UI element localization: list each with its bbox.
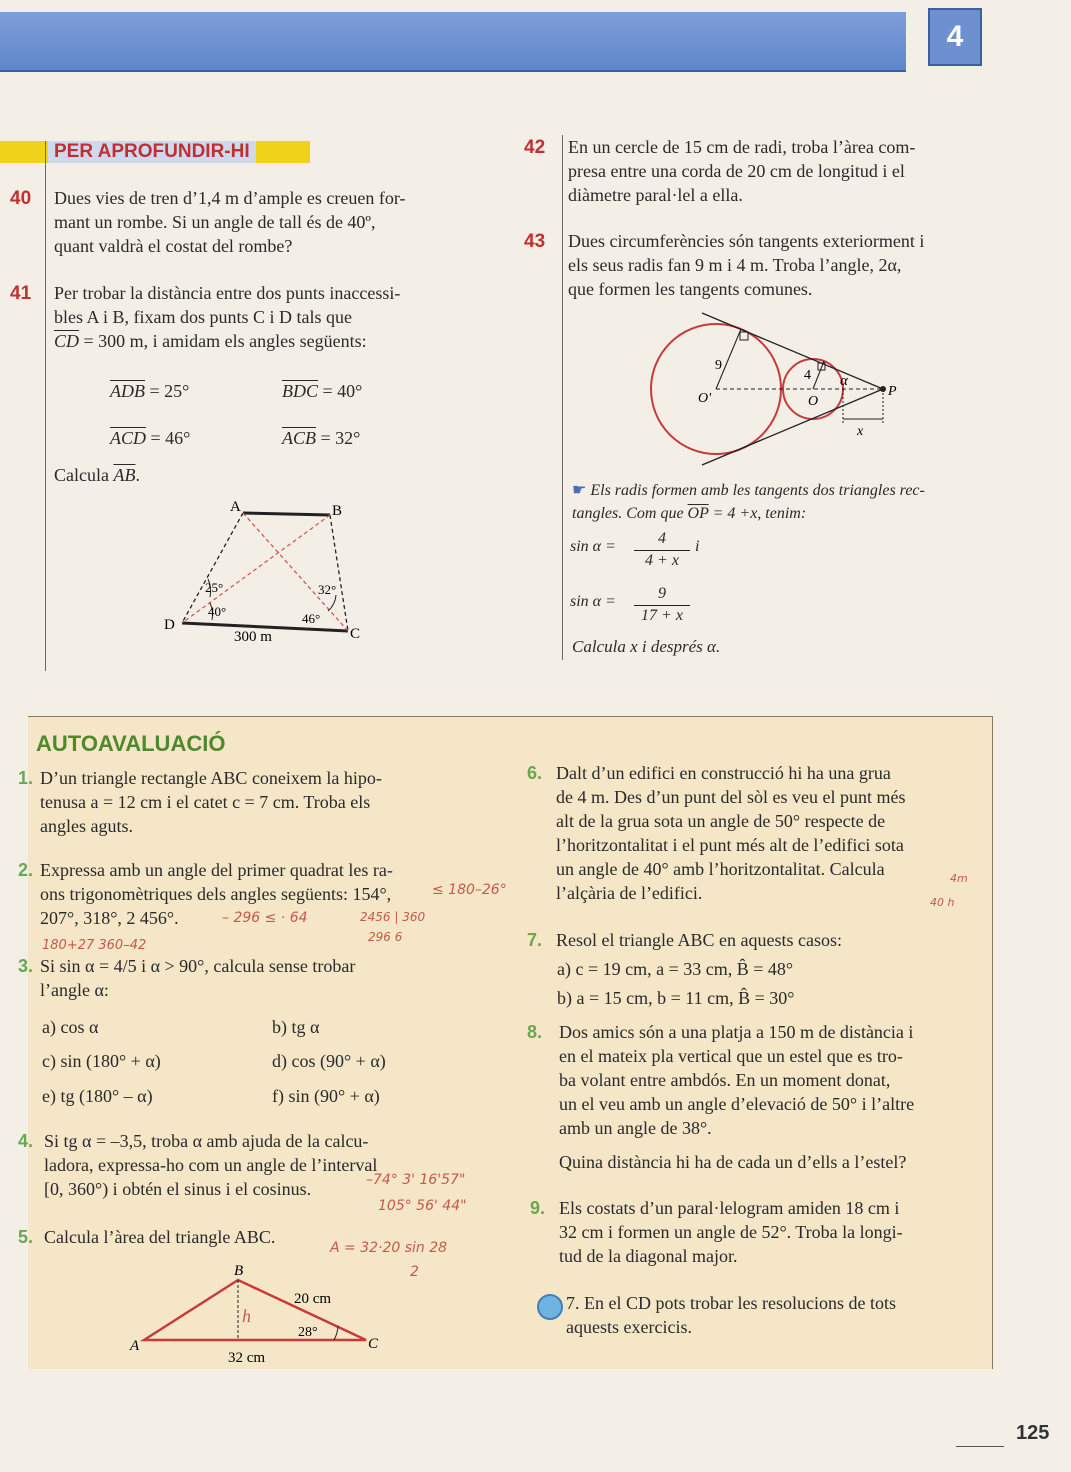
q3-number: 3. (18, 956, 34, 976)
q7-a: a) c = 19 cm, a = 33 cm, B̂ = 48° (557, 959, 794, 979)
q9-text: Els costats d’un paral·lelogram amiden 18 cm i 32 cm i formen un angle de 52°. Troba la longi- tud de la diagonal major. (559, 1198, 903, 1266)
exercise-43-text: Dues circumferències són tangents exteriorment i els seus radis fan 9 m i 4 m. Troba l’angle, 2α, que formen les tangents comunes. (568, 231, 925, 299)
label-alpha: α (840, 373, 848, 389)
q5-number: 5. (18, 1227, 34, 1247)
header-band (0, 12, 906, 72)
left-column-rule (45, 141, 46, 671)
angle-ACD: $\overline{ACD} = 46^\circ$ (110, 428, 191, 448)
angle-ACB: $\overline{ACB} = 32^\circ$ (282, 428, 361, 448)
triangle-figure (120, 1258, 400, 1368)
section-heading (0, 141, 310, 163)
pointer-hand-icon: ☛ (572, 482, 587, 499)
q3-d: d) cos (90° + α) (272, 1051, 386, 1071)
q9-number: 9. (530, 1198, 546, 1218)
q2-number: 2. (18, 860, 34, 880)
label-x: x (857, 424, 864, 439)
q3-a: a) cos α (42, 1017, 99, 1037)
point-A: A (230, 499, 241, 515)
handwriting-1: ≤ 180–26° (432, 882, 507, 898)
q4-number: 4. (18, 1131, 34, 1151)
handwriting-7: 105° 56' 44" (378, 1198, 467, 1214)
point-P: P (888, 384, 897, 399)
label-40: 40° (208, 604, 227, 619)
q3-f: f) sin (90° + α) (272, 1086, 380, 1106)
tangent-circles-figure (640, 305, 920, 470)
section-title: PER APROFUNDIR-HI (48, 141, 256, 163)
self-assessment-title: AUTOAVALUACIÓ (36, 731, 226, 756)
exercise-41-question: Calcula $\overline{AB}$. (54, 465, 140, 485)
point-B: B (332, 503, 343, 519)
q2-text: Expressa amb un angle del primer quadrat les ra- ons trigonomètriques dels angles següents: 154°, 207°, 318°, 2 456°. (40, 860, 393, 928)
cd-icon (537, 1294, 563, 1320)
q1-text: D’un triangle rectangle ABC coneixem la hipo- tenusa a = 12 cm i el catet c = 7 cm. Troba els angles aguts. (40, 768, 382, 836)
q8-number: 8. (527, 1022, 543, 1042)
point-D: D (164, 617, 175, 633)
radius-4: 4 (804, 368, 811, 383)
radius-9: 9 (715, 358, 722, 373)
q7-b: b) a = 15 cm, b = 11 cm, B̂ = 30° (557, 988, 795, 1008)
label-32: 32° (318, 582, 337, 597)
q3-e: e) tg (180° – α) (42, 1086, 153, 1106)
label-32cm: 32 cm (228, 1350, 266, 1366)
exercise-43-question: Calcula x i després α. (572, 637, 721, 656)
cd-note: 7. En el CD pots trobar les resolucions de tots aquests exercicis. (566, 1293, 896, 1337)
page-corner-rule (956, 1446, 1004, 1447)
exercise-43-number: 43 (524, 231, 546, 252)
center-O: O (808, 394, 819, 409)
exercise-42-number: 42 (524, 137, 546, 158)
right-column-rule (562, 135, 563, 660)
exercise-40-text: Dues vies de tren d’1,4 m d’ample es creuen for- mant un rombe. Si un angle de tall és de 40º, quant valdrà el costat del rombe? (54, 188, 406, 256)
label-300m: 300 m (234, 629, 272, 645)
quadrilateral-figure (150, 495, 390, 655)
exercise-43-hint: ☛ Els radis formen amb les tangents dos triangles rec- tangles. Com que $\overline{OP} = 4 +x$, tenim: (572, 482, 925, 522)
handwriting-2: – 296 ≤ · 64 (222, 910, 308, 926)
label-46: 46° (302, 611, 321, 626)
exercise-40-number: 40 (10, 188, 32, 209)
q7-number: 7. (527, 930, 543, 950)
exercise-41-number: 41 (10, 283, 32, 304)
q3-b: b) tg α (272, 1017, 320, 1037)
q3-text: Si sin α = 4/5 i α > 90°, calcula sense trobar l’angle α: (40, 956, 356, 1000)
tri-point-C: C (368, 1336, 379, 1352)
q1-number: 1. (18, 768, 34, 788)
tri-point-A: A (130, 1338, 140, 1354)
handwriting-11: 40 h (930, 896, 955, 909)
angle-ADB: $\overline{ADB} = 25^\circ$ (110, 381, 190, 401)
q4-text: Si tg α = –3,5, troba α amb ajuda de la calcu- ladora, expressa-ho com un angle de l’interval [0, 360°) i obtén el sinus i el cosinus. (44, 1131, 378, 1199)
center-O-prime: O' (698, 391, 712, 406)
label-20cm: 20 cm (294, 1291, 332, 1307)
handwriting-9: 2 (410, 1264, 419, 1280)
q8-text: Dos amics són a una platja a 150 m de distància i en el mateix pla vertical que un estel que es tro- ba volant entre ambdós. En un moment donat, un el veu amb un angle d’elevació de 50° i l’altre amb un angle de 38°. Quina distància hi ha de cada un d’ells a l’estel? (559, 1022, 915, 1172)
q3-c: c) sin (180° + α) (42, 1051, 161, 1071)
handwriting-8: A = 32·20 sin 28 (330, 1240, 448, 1256)
point-C: C (350, 626, 361, 642)
handwriting-6: –74° 3' 16'57" (366, 1172, 466, 1188)
handwriting-3: 2456 | 360 (360, 910, 426, 924)
handwriting-4: 296 6 (368, 930, 403, 944)
q6-text: Dalt d’un edifici en construcció hi ha una grua de 4 m. Des d’un punt del sòl es veu el punt més alt de la grua sota un angle de 50° respecte de l’horitzontalitat i el punt més alt de l’edifici sota un angle de 40° amb l’horitzontalitat. Calcula l’alçària de l’edifici. (556, 763, 906, 903)
handwriting-5: 180+27 360–42 (42, 938, 147, 953)
exercise-42-text: En un cercle de 15 cm de radi, troba l’àrea com- presa entre una corda de 20 cm de longitud i el diàmetre paral·lel a ella. (568, 137, 916, 205)
q7-text: Resol el triangle ABC en aquests casos: (556, 930, 842, 950)
q6-number: 6. (527, 763, 543, 783)
label-28: 28° (298, 1325, 318, 1340)
exercise-41-text: Per trobar la distància entre dos punts inaccessi- bles A i B, fixam dos punts C i D tals que $\overline{CD} = 300$ m, i amidam els angles següents: (54, 283, 401, 351)
page-number: 125 (1016, 1422, 1050, 1444)
angle-BDC: $\overline{BDC} = 40^\circ$ (282, 381, 363, 401)
handwriting-10: 4m (950, 872, 968, 885)
chapter-number: 4 (928, 8, 982, 66)
tri-point-B: B (234, 1263, 244, 1279)
q5-text: Calcula l’àrea del triangle ABC. (44, 1227, 276, 1247)
label-25: 25° (205, 580, 224, 595)
handwritten-h: h (242, 1306, 251, 1326)
